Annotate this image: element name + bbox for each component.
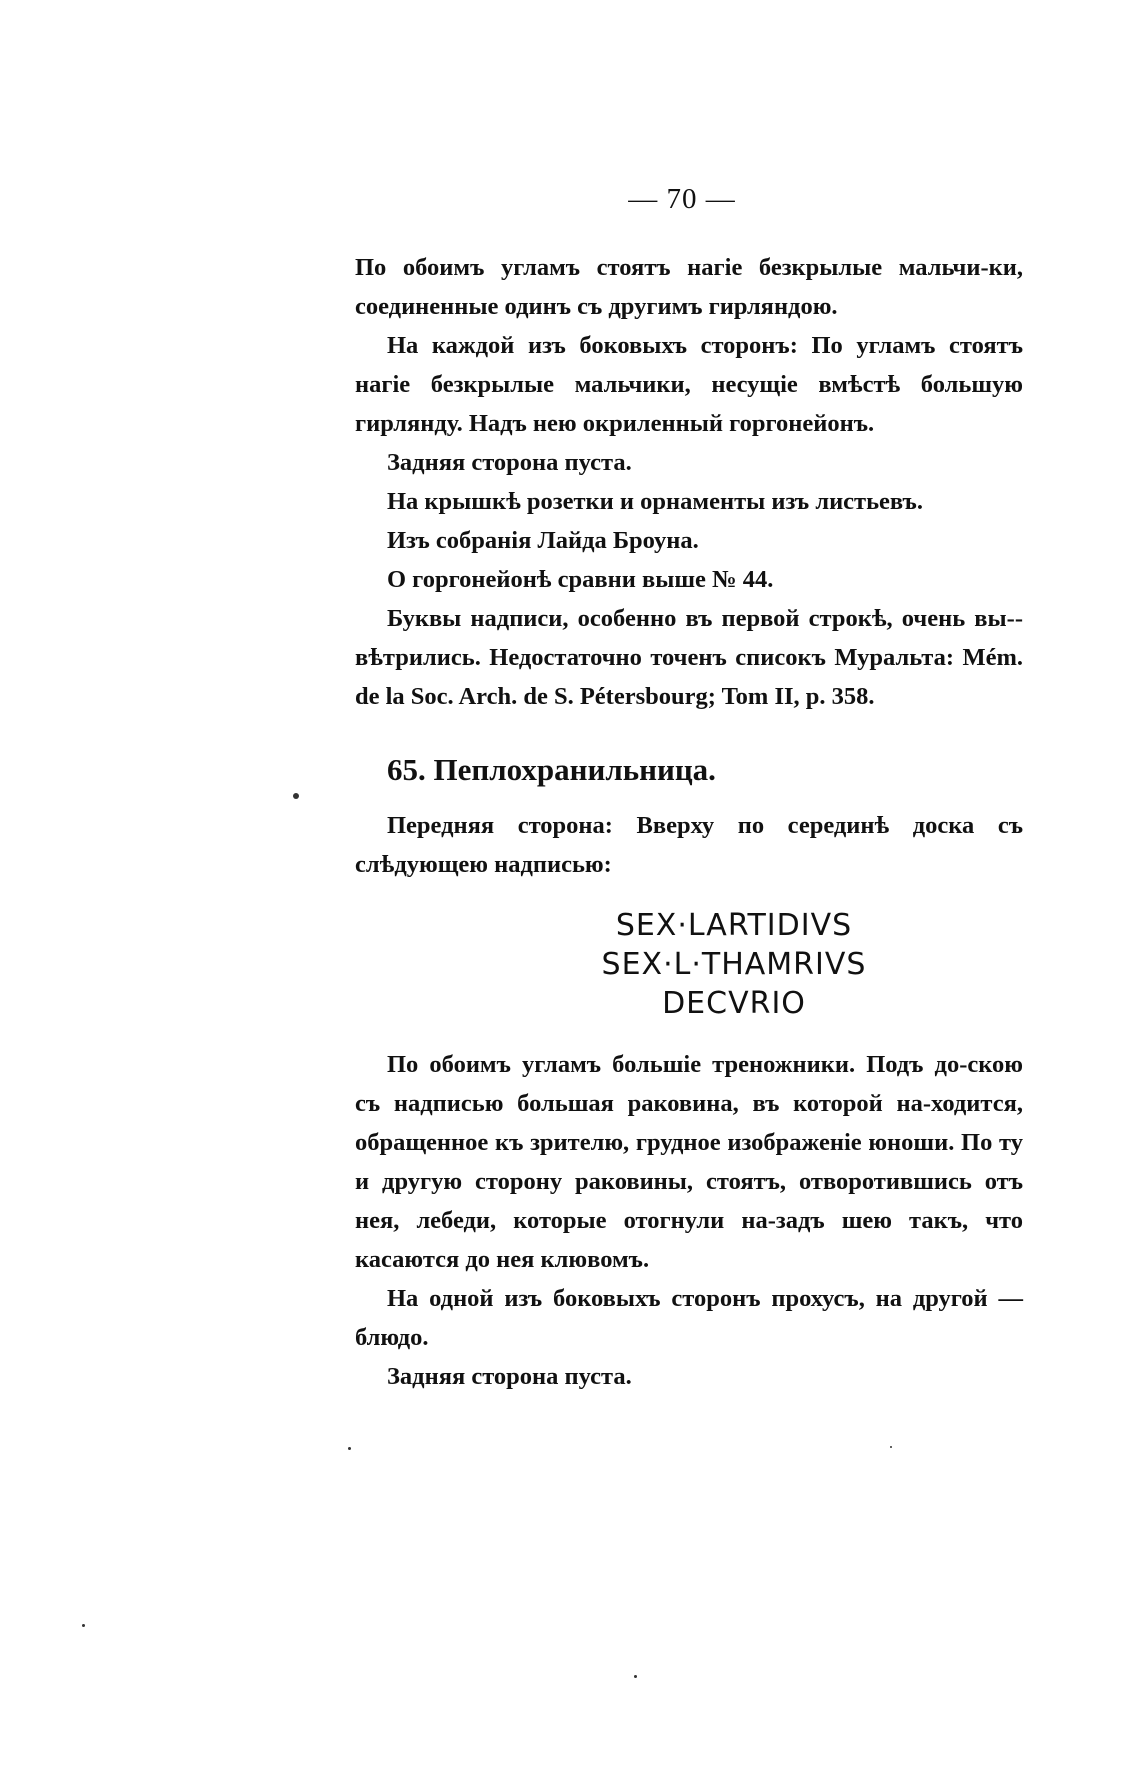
latin-inscription [355, 906, 1023, 1023]
paragraph-side-vessels: На одной изъ боковыхъ сторонъ прохусъ, на другой — блюдо. [355, 1285, 1023, 1351]
paragraph-lid: На крышкѣ розетки и орнаменты изъ листьевъ. [387, 488, 923, 515]
page-number: — 70 — [628, 183, 736, 215]
inscription-line-3: DECVRIO [662, 986, 806, 1021]
scan-speck [890, 1446, 892, 1448]
paragraph-tripods-shell: По обоимъ угламъ большіе треножники. Подъ до-скою съ надписью большая раковина, въ которой на-ходится, обращенное къ зрителю, грудное изображеніе юноши. По ту и другую сторону раковины, стоятъ, отворотившись отъ нея, лебеди, которые отогнули на-задъ шею такъ, что касаются до нея клювомъ. [355, 1051, 1023, 1273]
scan-speck [348, 1447, 351, 1450]
paragraph-gorgoneion-ref: О горгонейонѣ сравни выше № 44. [387, 566, 774, 593]
scan-speck [82, 1624, 85, 1627]
text-column [355, 248, 1023, 1396]
inscription-line-2: SEX·L·THAMRIVS [601, 947, 867, 982]
paragraph-weathered-letters: Буквы надписи, особенно въ первой строкѣ, очень вы-вѣтрились. Недостаточно точенъ списокъ Муральта: Mém. de la Soc. Arch. de S. Pétersbourg; Tom II, p. 358. [355, 605, 1023, 710]
paragraph-front-side: Передняя сторона: Вверху по серединѣ доска съ слѣдующею надписью: [355, 812, 1023, 878]
scan-speck [293, 793, 299, 799]
paragraph-collection: Изъ собранія Лайда Броуна. [387, 527, 699, 554]
paragraph-side-faces: На каждой изъ боковыхъ сторонъ: По угламъ стоятъ нагіе безкрылые мальчики, несущіе вмѣстѣ большую гирлянду. Надъ нею окриленный горгонейонъ. [355, 332, 1023, 437]
paragraph-corner-boys: По обоимъ угламъ стоятъ нагіе безкрылые мальчи-ки, соединенные одинъ съ другимъ гирляндою. [355, 254, 1023, 320]
section-heading: 65. Пеплохранильница. [387, 752, 716, 787]
scan-speck [634, 1675, 637, 1678]
paragraph-back-empty: Задняя сторона пуста. [387, 1363, 632, 1390]
inscription-line-1: SEX·LARTIDIVS [615, 908, 853, 943]
paragraph-back-side: Задняя сторона пуста. [387, 449, 632, 476]
